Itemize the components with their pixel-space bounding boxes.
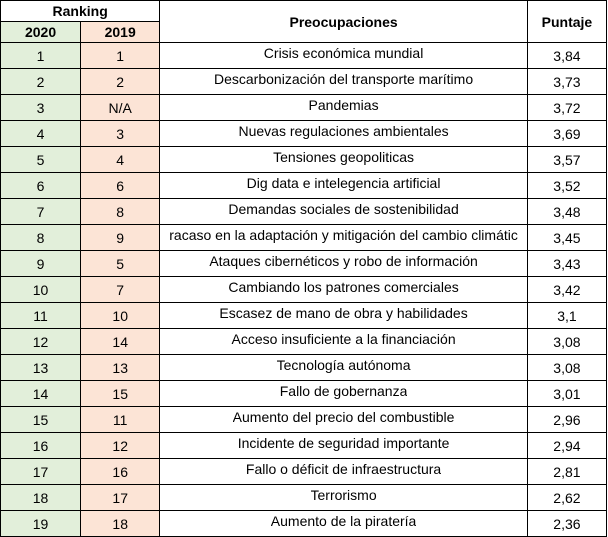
table-header [1, 1, 607, 43]
preocupacion-cell [160, 277, 528, 303]
preocupacion-text: Demandas sociales de sostenibilidad [228, 201, 459, 217]
preocupacion-cell [160, 173, 528, 199]
rank-2020-cell: 18 [1, 485, 81, 511]
rank-2020-cell: 8 [1, 225, 81, 251]
rank-2019-cell: 9 [81, 225, 160, 251]
rank-2020-cell: 13 [1, 355, 81, 381]
table-row [1, 459, 607, 485]
rank-2020-cell: 12 [1, 329, 81, 355]
preocupacion-text: Dig data e intelegencia artificial [246, 175, 441, 191]
preocupacion-cell [160, 43, 528, 69]
rank-2020-cell: 15 [1, 407, 81, 433]
preocupacion-text: Descarbonización del transporte marítimo [214, 71, 474, 87]
puntaje-cell: 3,08 [527, 329, 606, 355]
puntaje-cell: 3,1 [527, 303, 606, 329]
puntaje-cell: 2,81 [527, 459, 606, 485]
rank-2019-cell: 3 [81, 121, 160, 147]
table-row [1, 121, 607, 147]
rank-2019-cell: 6 [81, 173, 160, 199]
puntaje-cell: 2,94 [527, 433, 606, 459]
puntaje-cell: 3,43 [527, 251, 606, 277]
table-row [1, 69, 607, 95]
rank-2019-cell: 14 [81, 329, 160, 355]
preocupacion-text: Cambiando los patrones comerciales [228, 279, 459, 295]
table-row [1, 43, 607, 69]
table-row [1, 303, 607, 329]
table-row [1, 147, 607, 173]
rank-2019-cell: 12 [81, 433, 160, 459]
preocupacion-text: Pandemias [308, 97, 379, 113]
rank-2020-cell: 7 [1, 199, 81, 225]
table-row [1, 355, 607, 381]
preocupacion-text: Tensiones geopoliticas [273, 149, 414, 165]
puntaje-header: Puntaje [527, 1, 606, 43]
year-2020-header: 2020 [1, 22, 81, 43]
ranking-header: Ranking [1, 1, 160, 22]
preocupacion-text: Aumento de la piratería [270, 513, 417, 529]
rank-2019-cell: 15 [81, 381, 160, 407]
rank-2020-cell: 17 [1, 459, 81, 485]
table-row [1, 173, 607, 199]
rank-2020-cell: 5 [1, 147, 81, 173]
rank-2020-cell: 3 [1, 95, 81, 121]
puntaje-cell: 3,01 [527, 381, 606, 407]
puntaje-cell: 3,52 [527, 173, 606, 199]
rank-2020-cell: 14 [1, 381, 81, 407]
rank-2019-cell: 10 [81, 303, 160, 329]
preocupaciones-header: Preocupaciones [160, 1, 528, 43]
preocupacion-cell [160, 303, 528, 329]
preocupacion-text: Aumento del precio del combustible [232, 409, 455, 425]
rank-2019-cell: 11 [81, 407, 160, 433]
puntaje-cell: 2,96 [527, 407, 606, 433]
table-row [1, 251, 607, 277]
preocupacion-text: Nuevas regulaciones ambientales [238, 123, 449, 139]
puntaje-cell: 3,42 [527, 277, 606, 303]
preocupacion-cell [160, 225, 528, 251]
table-row [1, 277, 607, 303]
rank-2019-cell: 16 [81, 459, 160, 485]
preocupacion-cell [160, 355, 528, 381]
rank-2020-cell: 10 [1, 277, 81, 303]
rank-2019-cell: 18 [81, 511, 160, 537]
rank-2020-cell: 19 [1, 511, 81, 537]
table-body [1, 43, 607, 537]
rank-2020-cell: 4 [1, 121, 81, 147]
preocupacion-cell [160, 251, 528, 277]
preocupacion-cell [160, 433, 528, 459]
table-row [1, 329, 607, 355]
rank-2020-cell: 1 [1, 43, 81, 69]
table-row [1, 95, 607, 121]
preocupacion-text: Tecnología autónoma [276, 357, 411, 373]
preocupacion-cell [160, 199, 528, 225]
preocupacion-cell [160, 147, 528, 173]
preocupacion-text: Acceso insuficiente a la financiación [231, 331, 456, 347]
table-row [1, 433, 607, 459]
preocupacion-text: Ataques cibernéticos y robo de información [209, 253, 478, 269]
table-row [1, 485, 607, 511]
table-row [1, 199, 607, 225]
preocupacion-cell [160, 511, 528, 537]
rank-2019-cell: 7 [81, 277, 160, 303]
puntaje-cell: 2,62 [527, 485, 606, 511]
preocupacion-cell [160, 69, 528, 95]
preocupacion-text: Incidente de seguridad importante [237, 435, 450, 451]
preocupacion-cell [160, 95, 528, 121]
preocupacion-text: racaso en la adaptación y mitigación del cambio climátic [169, 227, 518, 243]
preocupacion-text: Fallo de gobernanza [279, 383, 408, 399]
rank-2019-cell: N/A [81, 95, 160, 121]
rank-2020-cell: 11 [1, 303, 81, 329]
table-row [1, 381, 607, 407]
puntaje-cell: 2,36 [527, 511, 606, 537]
preocupacion-cell [160, 381, 528, 407]
rank-2019-cell: 8 [81, 199, 160, 225]
preocupacion-text: Terrorismo [310, 487, 377, 503]
preocupacion-cell [160, 121, 528, 147]
puntaje-cell: 3,72 [527, 95, 606, 121]
preocupacion-cell [160, 485, 528, 511]
table-row [1, 225, 607, 251]
preocupacion-cell [160, 407, 528, 433]
puntaje-cell: 3,84 [527, 43, 606, 69]
table-row [1, 511, 607, 537]
rank-2019-cell: 13 [81, 355, 160, 381]
preocupacion-text: Fallo o déficit de infraestructura [245, 461, 442, 477]
year-2019-header: 2019 [81, 22, 160, 43]
rank-2019-cell: 4 [81, 147, 160, 173]
puntaje-cell: 3,57 [527, 147, 606, 173]
rank-2020-cell: 2 [1, 69, 81, 95]
puntaje-cell: 3,48 [527, 199, 606, 225]
puntaje-cell: 3,45 [527, 225, 606, 251]
preocupacion-text: Crisis económica mundial [263, 45, 424, 61]
table-row [1, 407, 607, 433]
header-row-top [1, 1, 607, 22]
preocupacion-cell [160, 329, 528, 355]
rank-2020-cell: 9 [1, 251, 81, 277]
puntaje-cell: 3,69 [527, 121, 606, 147]
puntaje-cell: 3,08 [527, 355, 606, 381]
rank-2020-cell: 16 [1, 433, 81, 459]
puntaje-cell: 3,73 [527, 69, 606, 95]
rank-2019-cell: 17 [81, 485, 160, 511]
rank-2019-cell: 5 [81, 251, 160, 277]
rank-2019-cell: 1 [81, 43, 160, 69]
preocupacion-cell [160, 459, 528, 485]
preocupacion-text: Escasez de mano de obra y habilidades [219, 305, 468, 321]
rank-2020-cell: 6 [1, 173, 81, 199]
rank-2019-cell: 2 [81, 69, 160, 95]
